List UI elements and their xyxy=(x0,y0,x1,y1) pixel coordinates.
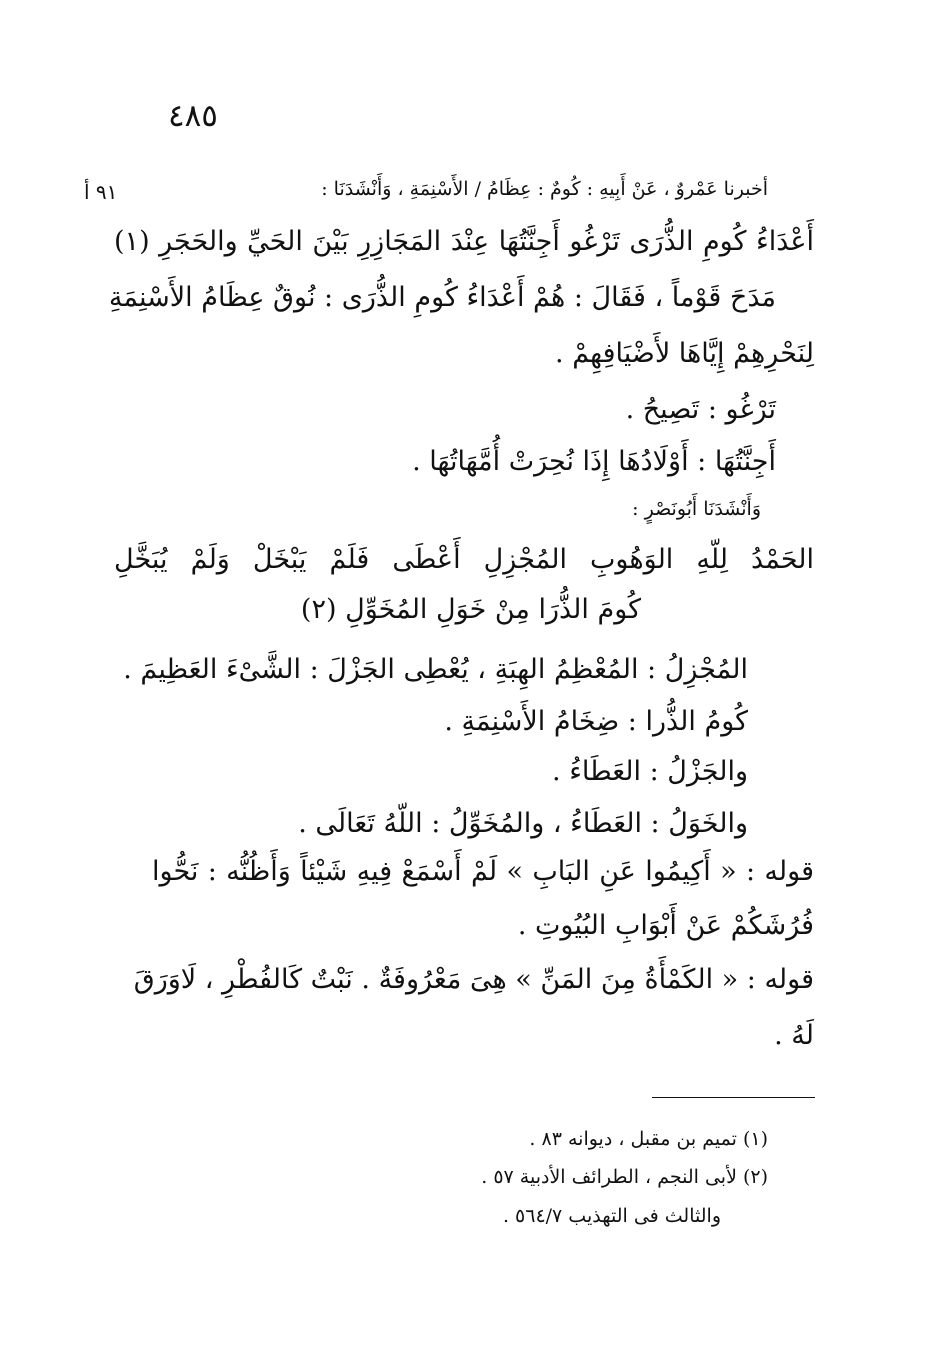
footnote-divider xyxy=(652,1097,815,1098)
text-line: مَدَحَ قَوْماً ، فَقَالَ : هُمْ أَعْدَاءُ كُومِ الذُّرَى : نُوقٌ عِظَامُ الأَسْنِمَةِ xyxy=(108,282,776,313)
text-line: فُرُشَكُمْ عَنْ أَبْوَابِ البُيُوتِ . xyxy=(517,910,814,941)
verse-line: كُومَ الذُّرَا مِنْ خَوَلِ المُخَوِّلِ (٢) xyxy=(300,594,641,625)
text-line: قوله : « أَكِيمُوا عَنِ البَابِ » لَمْ أَسْمَعْ فِيهِ شَيْئاً وَأَظُنُّه : نَحُّوا xyxy=(152,856,814,887)
text-line: أخبرنا عَمْروٌ ، عَنْ أَبِيهِ : كُومٌ : عِظَامُ / الأَسْنِمَةِ ، وَأَنْشَدَنَا : xyxy=(321,178,768,200)
page-number: ٤٨٥ xyxy=(168,98,218,134)
text-line: وَأَنْشَدَنَا أَبُونَصْرٍ : xyxy=(632,498,761,520)
text-line: لِنَحْرِهِمْ إِيَّاهَا لأَضْيَافِهِمْ . xyxy=(555,338,814,369)
verse-line: أَعْدَاءُ كُومِ الذُّرَى تَرْغُو أَجِنَّتُهَا عِنْدَ المَجَازِرِ بَيْنَ الحَيِّ والحَجَرِ (١) xyxy=(114,226,814,257)
footnote: (١) تميم بن مقبل ، ديوانه ٨٣ . xyxy=(529,1128,768,1150)
text-line: لَهُ . xyxy=(774,1020,814,1051)
text-line: والجَزْلُ : العَطَاءُ . xyxy=(552,756,748,787)
text-line: المُجْزِلُ : المُعْظِمُ الهِبَةِ ، يُعْطِى الجَزْلَ : الشَّىْءَ العَظِيمَ . xyxy=(123,654,748,685)
footnote: والثالث فى التهذيب ٥٦٤/٧ . xyxy=(502,1205,721,1227)
text-line: كُومُ الذُّرا : ضِخَامُ الأَسْنِمَةِ . xyxy=(444,706,748,737)
text-line: قوله : « الكَمْأَةُ مِنَ المَنِّ » هِىَ مَعْرُوفَةٌ . نَبْتٌ كَالفُطْرِ ، لَاوَرَقَ xyxy=(133,964,814,995)
text-line: أَجِنَّتُهَا : أَوْلَادُهَا إِذَا نُحِرَتْ أُمَّهَاتُهَا . xyxy=(412,446,776,477)
text-line: تَرْغُو : تَصِيحُ . xyxy=(625,394,776,425)
folio-marker: ٩١ أ xyxy=(84,180,118,204)
verse-line: الحَمْدُ لِلّهِ الوَهُوبِ المُجْزِلِ أَعْطَى فَلَمْ يَبْخَلْ وَلَمْ يُبَخَّلِ xyxy=(114,544,814,575)
text-line: والخَوَلُ : العَطَاءُ ، والمُخَوِّلُ : اللّهُ تَعَالَى . xyxy=(298,808,748,839)
footnote: (٢) لأبى النجم ، الطرائف الأدبية ٥٧ . xyxy=(481,1166,768,1188)
